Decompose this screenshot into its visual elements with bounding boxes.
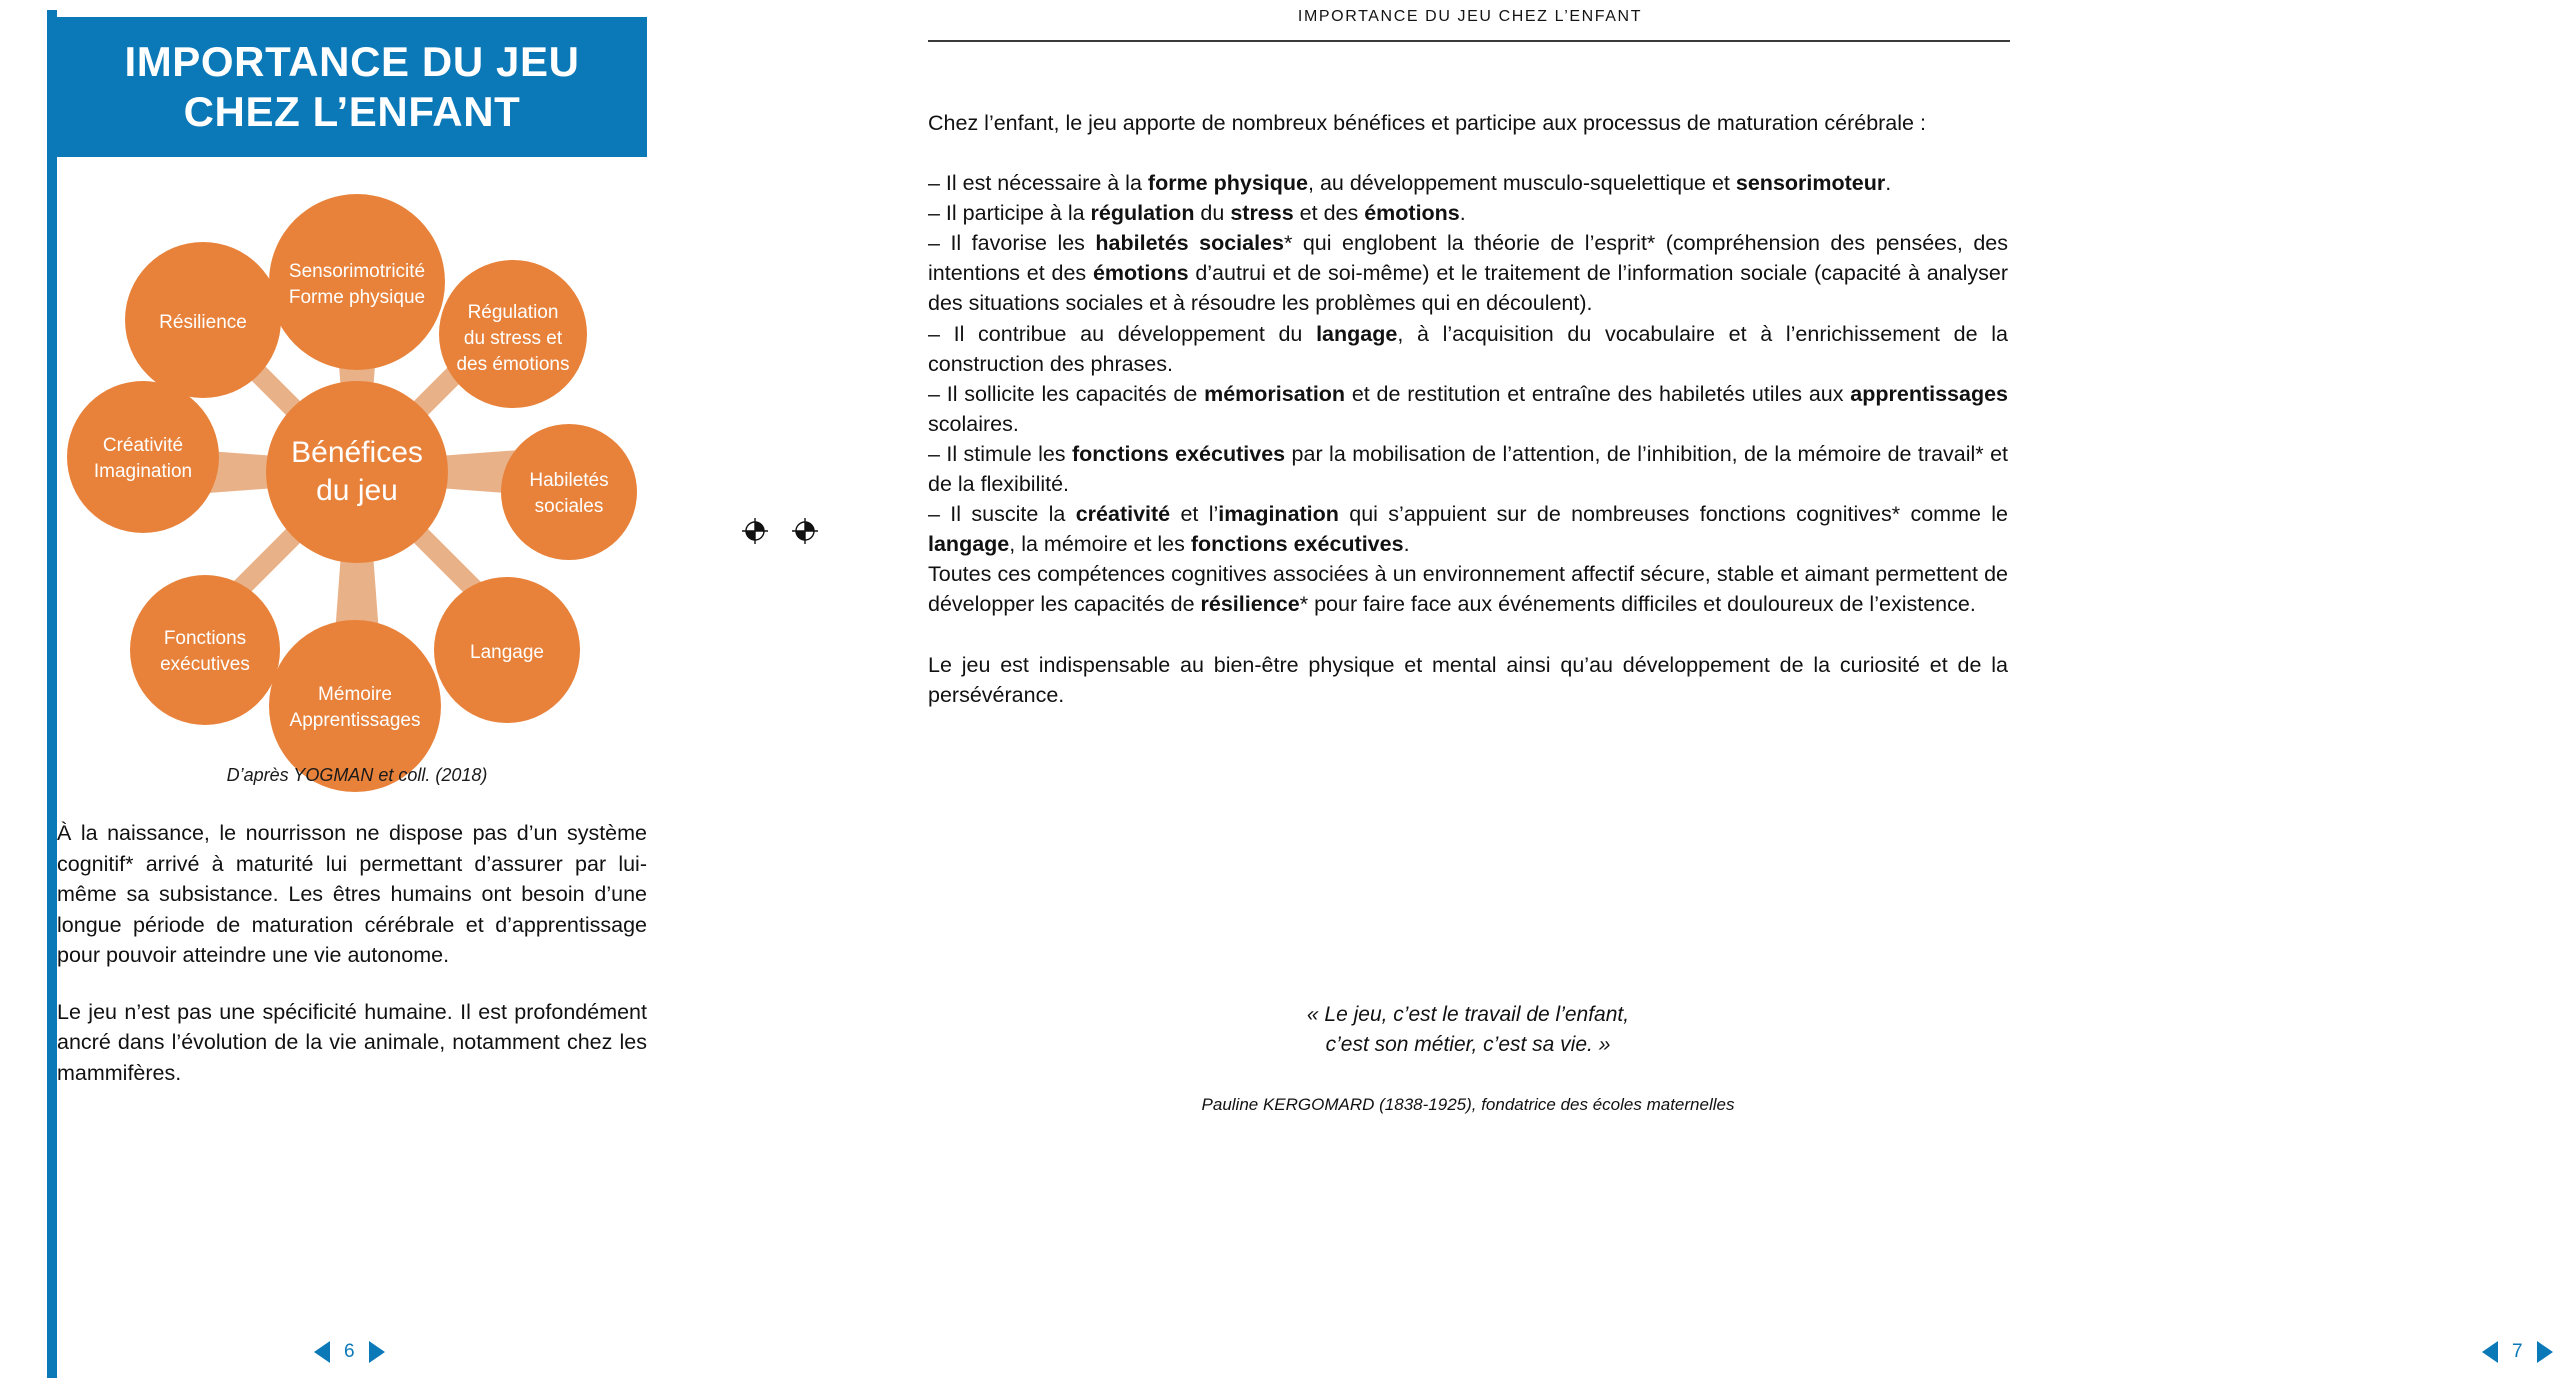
right-page-number: 7 <box>2512 1341 2523 1362</box>
registration-mark-icon-right <box>792 518 818 544</box>
bullet-item-habiletes-sociales: – Il favorise les habiletés sociales* qui englobent la théorie de l’esprit* (compréhension des pensées, des intentions et des émotions d’autrui et de soi-même) et le traitement de l’information sociale (capacité à analyser des situations sociales et à résoudre les problèmes qui en découlent). <box>928 231 2008 316</box>
node-label-habiletes-line-1: Habiletés <box>529 470 609 491</box>
registration-marks <box>742 518 822 544</box>
node-label-regulation-line-3: des émotions <box>456 354 570 375</box>
node-label-creativite-line-1: Créativité <box>102 435 184 456</box>
diagram-node-fonctions <box>130 575 280 725</box>
node-label-sensorimotricite-line-2: Forme physique <box>288 287 426 308</box>
diagram-node-regulation <box>439 260 587 408</box>
node-label-sensorimotricite-line-1: Sensorimotricité <box>288 261 426 282</box>
diagram-node-sensorimotricite <box>269 194 445 370</box>
next-page-icon-right[interactable] <box>2537 1341 2553 1363</box>
right-page-body <box>928 108 2008 710</box>
benefits-bullet-list <box>928 168 2008 619</box>
bullet-item-memorisation: – Il sollicite les capacités de mémorisation et de restitution et entraîne des habiletés utiles aux apprentissages scolaires. <box>928 381 2008 436</box>
left-page-number: 6 <box>344 1341 355 1362</box>
right-body-intro: Chez l’enfant, le jeu apporte de nombreux bénéfices et participe aux processus de maturation cérébrale : <box>928 111 1926 135</box>
right-page-pager[interactable] <box>2482 1341 2553 1363</box>
page-title-line-1: IMPORTANCE DU JEU <box>124 38 580 86</box>
node-label-langage-line-1: Langage <box>470 642 544 663</box>
diagram-node-langage <box>434 577 580 723</box>
right-body-closing: Le jeu est indispensable au bien-être physique et mental ainsi qu’au développement de la curiosité et de la persévérance. <box>928 652 2008 707</box>
node-label-regulation-line-1: Régulation <box>467 302 559 323</box>
node-label-memoire-line-1: Mémoire <box>318 684 392 705</box>
diagram-caption: D’après YOGMAN et coll. (2018) <box>226 765 488 785</box>
bullet-item-fonctions-executives: – Il stimule les fonctions exécutives par la mobilisation de l’attention, de l’inhibition, de la mémoire de travail* et de la flexibilité. <box>928 441 2009 497</box>
left-page-blue-edge <box>47 10 57 1378</box>
bullet-item-creativite: – Il suscite la créativité et l’imagination qui s’appuient sur de nombreuses fonctions cognitives* comme le langage, la mémoire et les fonctions exécutives. <box>928 502 2008 557</box>
node-label-habiletes-line-2: sociales <box>534 496 604 517</box>
running-head-rule <box>928 40 2010 42</box>
node-label-fonctions-line-1: Fonctions <box>163 628 247 649</box>
diagram-node-habiletes <box>501 424 637 560</box>
benefits-diagram <box>57 172 657 772</box>
pull-quote <box>928 1000 2008 1060</box>
diagram-node-center <box>266 381 448 563</box>
bullet-item-regulation: – Il participe à la régulation du stress et des émotions. <box>928 201 1466 226</box>
node-label-fonctions-line-2: exécutives <box>160 654 250 675</box>
node-label-center-line-1: Bénéfices <box>291 436 423 469</box>
left-page <box>0 0 900 1385</box>
diagram-node-creativite <box>67 381 219 533</box>
left-page-pager[interactable] <box>314 1341 385 1363</box>
node-label-resilience-line-1: Résilience <box>159 312 247 333</box>
paragraph-spacer-2 <box>928 620 2008 650</box>
node-label-creativite-line-2: Imagination <box>93 461 193 482</box>
registration-mark-icon-left <box>742 518 768 544</box>
node-label-center-line-2: du jeu <box>316 474 398 507</box>
previous-page-icon-right[interactable] <box>2482 1341 2498 1363</box>
benefits-diagram-svg <box>57 172 657 772</box>
page-title-band <box>57 17 647 157</box>
right-page <box>900 0 2523 1385</box>
running-head: IMPORTANCE DU JEU CHEZ L’ENFANT <box>1297 8 1643 25</box>
next-page-icon[interactable] <box>369 1341 385 1363</box>
diagram-node-resilience <box>125 242 281 398</box>
previous-page-icon[interactable] <box>314 1341 330 1363</box>
left-body-paragraph-2: Le jeu n’est pas une spécificité humaine. Il est profondément ancré dans l’évolution de la vie animale, notamment chez les mammifères. <box>57 999 647 1085</box>
pull-quote-attribution: Pauline KERGOMARD (1838-1925), fondatrice des écoles maternelles <box>1201 1095 1735 1114</box>
pull-quote-line-1: « Le jeu, c’est le travail de l’enfant, <box>1306 1003 1630 1026</box>
bullet-item-forme-physique: – Il est nécessaire à la forme physique, au développement musculo-squelettique et sensorimoteur. <box>928 171 1892 196</box>
node-label-regulation-line-2: du stress et <box>463 328 563 349</box>
page-title-line-2: CHEZ L’ENFANT <box>183 88 521 135</box>
paragraph-spacer <box>928 138 2008 168</box>
left-body-paragraph-1: À la naissance, le nourrisson ne dispose pas d’un système cognitif* arrivé à maturité lui permettant d’assurer par lui-même sa subsistance. Les êtres humains ont besoin d’une longue période de maturation cérébrale et d’apprentissage pour pouvoir atteindre une vie autonome. <box>57 821 647 968</box>
pull-quote-line-2: c’est son métier, c’est sa vie. » <box>1325 1032 1611 1056</box>
bullet-item-resilience: Toutes ces compétences cognitives associées à un environnement affectif sécure, stable et aimant permettent de développer les capacités de résilience* pour faire face aux événements difficiles et douloureux de l’existence. <box>928 562 2008 617</box>
node-label-memoire-line-2: Apprentissages <box>289 710 421 731</box>
bullet-item-langage: – Il contribue au développement du langage, à l’acquisition du vocabulaire et à l’enrichissement de la construction des phrases. <box>928 321 2008 376</box>
page-title <box>124 37 579 136</box>
left-page-body <box>57 818 647 1088</box>
